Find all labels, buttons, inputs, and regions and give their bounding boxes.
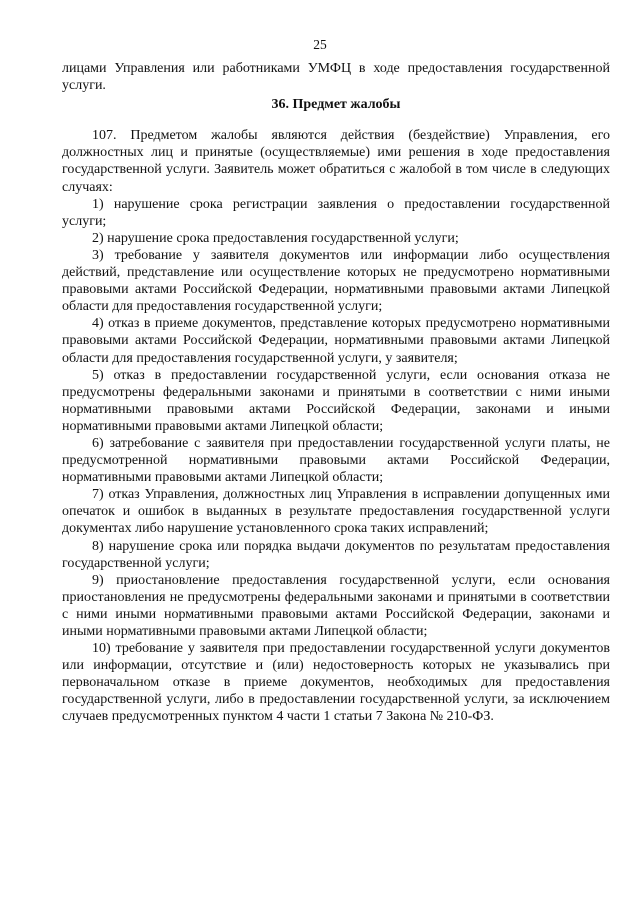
list-item-9: 9) приостановление предоставления государственной услуги, если основания приостановления не предусмотрены федеральными законами и принятыми в соответствии с ними иными нормативными правовыми актами Российской Федерации, законами и иными нормативными правовыми актами Липецкой области; xyxy=(62,572,610,639)
section-heading: 36. Предмет жалобы xyxy=(271,97,401,113)
list-item-7: 7) отказ Управления, должностных лиц Управления в исправлении допущенных ими опечаток и ошибок в выданных в результате предоставления государственной услуги документах либо нарушение установленного срока таких исправлений; xyxy=(62,487,610,537)
list-item-10: 10) требование у заявителя при предоставлении государственной услуги документов или информации, отсутствие и (или) недостоверность которых не указывались при первоначальном отказе в приеме документов, необходимых для предоставления государственной услуги, либо в предоставлении государственной услуги, за исключением случаев предусмотренных пунктом 4 части 1 статьи 7 Закона № 210-ФЗ. xyxy=(62,641,610,725)
continuation-paragraph: лицами Управления или работниками УМФЦ в ходе предоставления государственной услуги. xyxy=(62,61,610,94)
document-body xyxy=(62,60,610,726)
intro-paragraph: 107. Предметом жалобы являются действия (бездействие) Управления, его должностных лиц и принятые (осуществляемые) ими решения в ходе предоставления государственной услуги. Заявитель может обратиться с жалобой в том числе в следующих случаях: xyxy=(62,128,610,195)
list-item-8: 8) нарушение срока или порядка выдачи документов по результатам предоставления государственной услуги; xyxy=(62,538,610,571)
list-item-4: 4) отказ в приеме документов, представление которых предусмотрено нормативными правовыми актами Российской Федерации, нормативными правовыми актами Липецкой области для предоставления государственной услуги, у заявителя; xyxy=(62,316,610,366)
list-item-1: 1) нарушение срока регистрации заявления о предоставлении государственной услуги; xyxy=(62,196,610,229)
list-item-3: 3) требование у заявителя документов или информации либо осуществления действий, представление или осуществление которых не предусмотрено нормативными правовыми актами Российской Федерации, нормативными правовыми актами Липецкой области для предоставления государственной услуги; xyxy=(62,247,610,315)
list-item-2: 2) нарушение срока предоставления государственной услуги; xyxy=(92,230,459,246)
list-item-6: 6) затребование с заявителя при предоставлении государственной услуги платы, не предусмотренной нормативными правовыми актами Российской Федерации, нормативными правовыми актами Липецкой области; xyxy=(62,435,610,486)
page-number: 25 xyxy=(313,37,327,52)
list-item-5: 5) отказ в предоставлении государственной услуги, если основания отказа не предусмотрены федеральными законами и принятыми в соответствии с ними иными нормативными правовыми актами Российской Федерации, законами и иными нормативными правовыми актами Липецкой области; xyxy=(62,367,610,434)
